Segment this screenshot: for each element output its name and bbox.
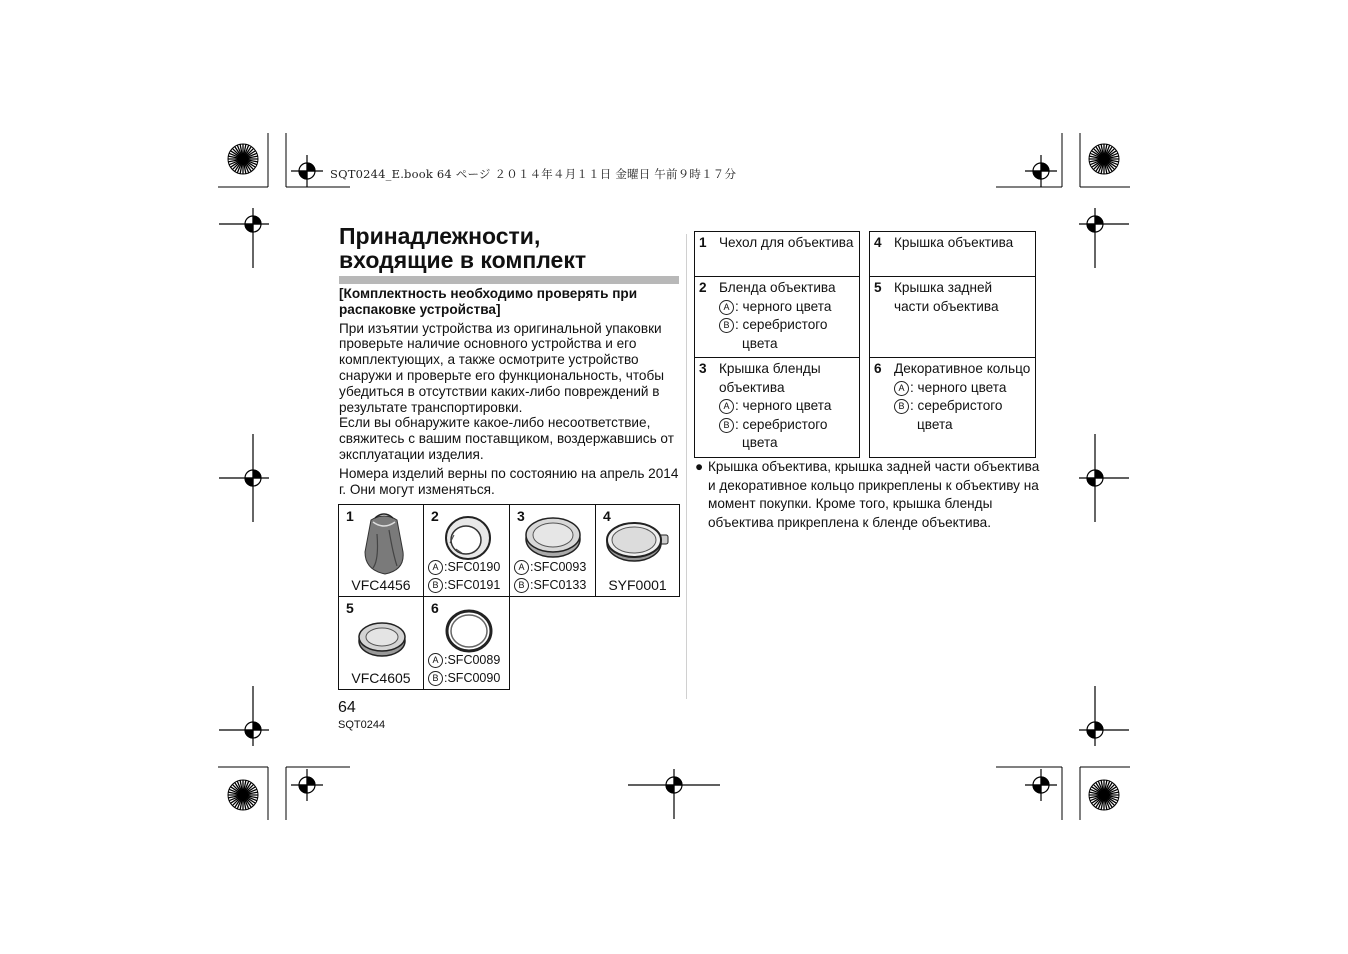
column-divider xyxy=(686,234,687,699)
part-number: 3 xyxy=(517,508,525,524)
part-codes xyxy=(428,558,500,594)
circle-b-icon: B xyxy=(514,578,529,593)
table-row-3: 3 Крышка бленды объектива A : черного цвета B : серебристого цвета xyxy=(694,357,860,458)
circle-a-icon: A xyxy=(894,381,909,396)
table-text: Декоративное кольцо A : черного цвета B : серебристого цвета xyxy=(894,361,1031,432)
model-code: SQT0244 xyxy=(338,719,386,731)
part-cell-3 xyxy=(509,504,596,597)
parts-grid xyxy=(338,504,680,690)
circle-b-icon: B xyxy=(894,399,909,414)
part-number: 2 xyxy=(431,508,439,524)
paragraph-2: Если вы обнаружите какое-либо несоответствие, свяжитесь с вашим поставщиком, воздержавшись от эксплуатации изделия. xyxy=(339,415,674,462)
part-code: VFC4605 xyxy=(351,670,411,686)
part-code: VFC4456 xyxy=(351,577,411,593)
paragraph-1: При изъятии устройства из оригинальной упаковки проверьте наличие основного устройства и его комплектующих, а также осмотрите устройство снаружи и проверьте его функциональность, чтобы убедиться в отсутствии каких-либо повреждений в результате транспортировки. xyxy=(339,320,665,415)
part-number: 1 xyxy=(346,508,354,524)
part-code-a: A :SFC0093 xyxy=(514,558,586,576)
part-code-a: A :SFC0190 xyxy=(428,558,500,576)
lens-pouch-icon xyxy=(359,510,409,576)
part-code: SYF0001 xyxy=(608,577,667,593)
lead-paragraph: [Комплектность необходимо проверять при распаковке устройства] xyxy=(339,286,638,317)
note-text: Крышка объектива, крышка задней части объектива и декоративное кольцо прикреплены к объективу на момент покупки. Кроме того, крышка бленды объектива прикреплена к бленде объектива. xyxy=(708,459,1040,530)
table-text: Чехол для объектива xyxy=(719,235,854,250)
print-header: SQT0244_E.book 64 ページ ２０１４年４月１１日 金曜日 午前９時１７分 xyxy=(330,167,737,181)
circle-a-icon: A xyxy=(719,300,734,315)
table-text: Крышка бленды объектива A : черного цвета B : серебристого цвета xyxy=(719,361,832,451)
part-cell-4 xyxy=(595,504,680,597)
table-text: Крышка объектива xyxy=(894,235,1014,250)
part-code-a: A :SFC0089 xyxy=(428,651,500,669)
decorative-ring-icon xyxy=(444,607,494,655)
circle-a-icon: A xyxy=(428,560,443,575)
note xyxy=(695,458,1040,532)
lens-cap-icon xyxy=(606,519,672,563)
title-line-1: Принадлежности, xyxy=(339,223,541,249)
part-cell-5 xyxy=(338,596,424,690)
body-text xyxy=(339,286,683,500)
part-number: 5 xyxy=(346,600,354,616)
part-codes xyxy=(428,651,500,687)
paragraph-3: Номера изделий верны по состоянию на апрель 2014 г. Они могут изменяться. xyxy=(339,465,679,497)
page-number: 64 xyxy=(338,699,356,716)
part-cell-1 xyxy=(338,504,424,597)
table-row-2: 2 Бленда объектива A : черного цвета B : серебристого цвета xyxy=(694,276,860,358)
circle-b-icon: B xyxy=(428,578,443,593)
part-number: 6 xyxy=(431,600,439,616)
table-row-5: 5 Крышка задней части объектива xyxy=(869,276,1036,358)
part-cell-6 xyxy=(423,596,510,690)
bullet-icon: ● xyxy=(695,459,704,474)
title-rule xyxy=(339,276,679,284)
table-row-1: 1 Чехол для объектива xyxy=(694,231,860,277)
circle-b-icon: B xyxy=(719,418,734,433)
lens-hood-icon xyxy=(442,513,494,563)
part-code-b: B :SFC0133 xyxy=(514,576,586,594)
table-row-6: 6 Декоративное кольцо A : черного цвета B : серебристого цвета xyxy=(869,357,1036,458)
rear-cap-icon xyxy=(357,619,407,659)
title-line-2: входящие в комплект xyxy=(339,247,587,273)
part-code-b: B :SFC0191 xyxy=(428,576,500,594)
page-title xyxy=(339,224,679,272)
table-text: Крышка задней части объектива xyxy=(894,280,999,314)
circle-b-icon: B xyxy=(719,318,734,333)
circle-a-icon: A xyxy=(514,560,529,575)
hood-cap-icon xyxy=(524,515,582,559)
circle-a-icon: A xyxy=(428,653,443,668)
circle-b-icon: B xyxy=(428,671,443,686)
part-cell-2 xyxy=(423,504,510,597)
table-text: Бленда объектива A : черного цвета B : серебристого цвета xyxy=(719,280,836,351)
circle-a-icon: A xyxy=(719,399,734,414)
part-codes xyxy=(514,558,586,594)
part-code-b: B :SFC0090 xyxy=(428,669,500,687)
table-row-4: 4 Крышка объектива xyxy=(869,231,1036,277)
part-number: 4 xyxy=(603,508,611,524)
